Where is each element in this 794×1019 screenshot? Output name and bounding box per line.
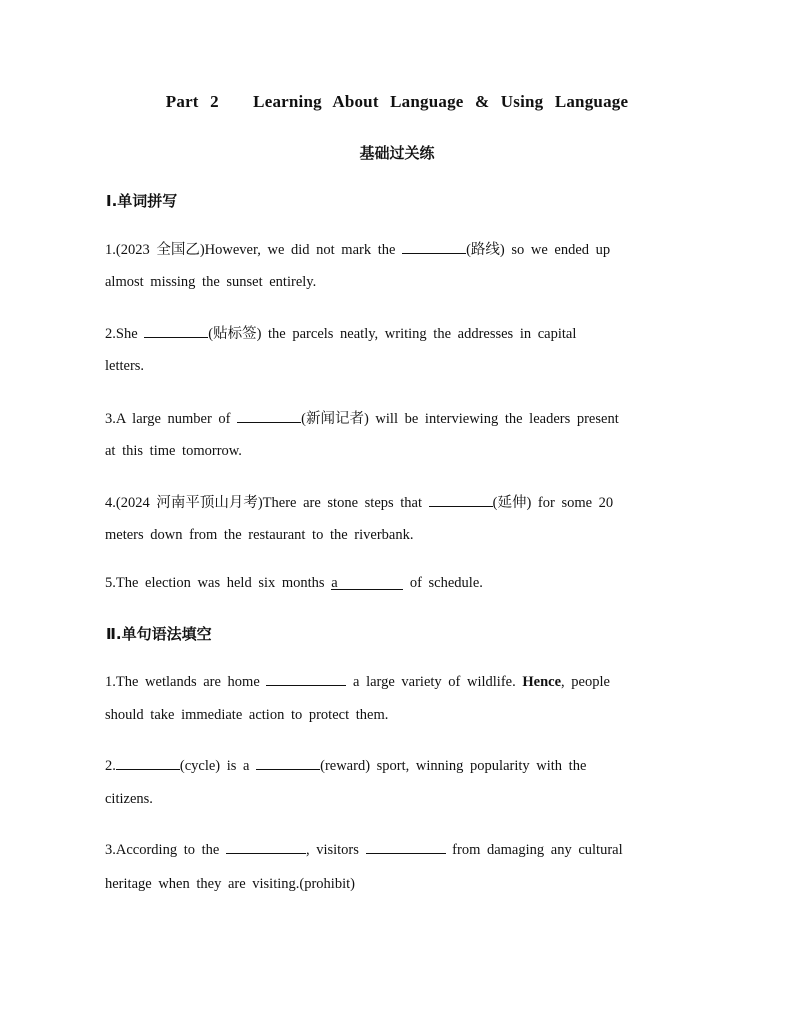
spelling-q4-line1 xyxy=(105,491,685,512)
q2-text-b: (贴标签) the parcels neatly, writing the addresses in capital xyxy=(208,326,577,342)
g3-text-b: , visitors xyxy=(305,842,366,858)
g1-text-c: , people xyxy=(561,674,610,690)
page-title: Part 2 Learning About Language & Using Language xyxy=(165,92,629,111)
g1-text-b: a large variety of wildlife. xyxy=(346,674,523,690)
spelling-q4-line2: meters down from the restaurant to the riverbank. xyxy=(105,527,414,543)
g3-blank-2[interactable] xyxy=(366,839,446,854)
grammar-q3-line2: heritage when they are visiting.(prohibit) xyxy=(105,876,355,892)
grammar-q1-line2: should take immediate action to protect them. xyxy=(105,707,389,723)
q5-text-a: 5.The election was held six months xyxy=(105,575,332,591)
spelling-q3-line2: at this time tomorrow. xyxy=(105,443,242,459)
q1-blank[interactable] xyxy=(402,239,466,254)
q1-text-a: 1.(2023 全国乙)However, we did not mark the xyxy=(105,242,403,258)
g3-text-a: 3.According to the xyxy=(105,842,226,858)
grammar-q2-line2: citizens. xyxy=(105,791,153,807)
g1-bold-word: Hence xyxy=(522,674,562,690)
g2-text-c: (reward) sport, winning popularity with the xyxy=(320,758,587,774)
q3-text-a: 3.A large number of xyxy=(105,411,238,427)
q3-blank[interactable] xyxy=(237,408,301,423)
g3-blank-1[interactable] xyxy=(226,839,306,854)
q5-blank[interactable] xyxy=(331,575,403,590)
q4-text-b: (延伸) for some 20 xyxy=(492,495,614,511)
spelling-q5-line1 xyxy=(105,575,685,592)
section-heading-grammar: Ⅱ.单句语法填空 xyxy=(106,625,212,643)
g2-text-a: 2. xyxy=(105,758,116,774)
spelling-q2-line1 xyxy=(105,322,685,343)
g2-text-b: (cycle) is a xyxy=(179,758,257,774)
g2-blank-1[interactable] xyxy=(116,755,180,770)
spelling-q2-line2: letters. xyxy=(105,358,145,374)
spelling-q3-line1 xyxy=(105,407,685,428)
spelling-q1-line1 xyxy=(105,238,685,259)
q2-text-a: 2.She xyxy=(105,326,145,342)
q1-text-b: (路线) so we ended up xyxy=(466,242,611,258)
grammar-q2-line1 xyxy=(105,755,685,775)
grammar-q3-line1 xyxy=(105,839,685,859)
g2-blank-2[interactable] xyxy=(256,755,320,770)
q3-text-b: (新闻记者) will be interviewing the leaders present xyxy=(301,411,619,427)
page-subtitle: 基础过关练 xyxy=(359,144,435,162)
grammar-q1-line1 xyxy=(105,671,685,691)
g3-text-c: from damaging any cultural xyxy=(445,842,623,858)
q4-text-a: 4.(2024 河南平顶山月考)There are stone steps that xyxy=(105,495,429,511)
spelling-q1-line2: almost missing the sunset entirely. xyxy=(105,274,317,290)
section-heading-spelling: Ⅰ.单词拼写 xyxy=(106,192,178,210)
g1-text-a: 1.The wetlands are home xyxy=(105,674,267,690)
q4-blank[interactable] xyxy=(429,492,493,507)
q5-first-letter: a xyxy=(331,575,338,591)
g1-blank[interactable] xyxy=(266,671,346,686)
q2-blank[interactable] xyxy=(144,323,208,338)
q5-text-b: of schedule. xyxy=(403,575,483,591)
